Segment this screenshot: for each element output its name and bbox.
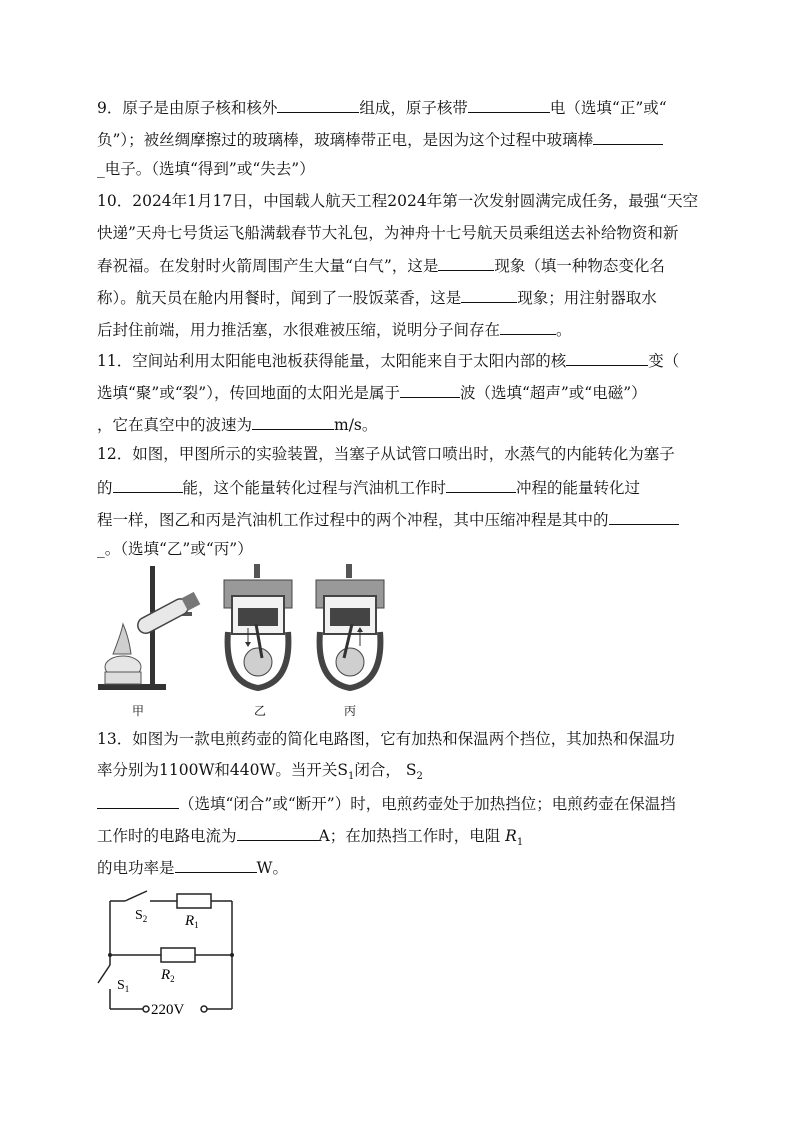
q9-line-2: 负”）；被丝绸摩擦过的玻璃棒，玻璃棒带正电，是因为这个过程中玻璃棒 [97,128,697,150]
q13-line-3: （选填“闭合”或“断开”）时，电煎药壶处于加热挡位；电煎药壶在保温挡 [97,792,697,814]
q10-blank-3[interactable] [500,318,556,335]
q10-line-1: 10．2024年1月17日，中国载人航天工程2024年第一次发射圆满完成任务，最强“天空 [97,192,699,210]
q9-blank-3[interactable] [593,128,663,145]
q10-line-2: 快递”天舟七号货运飞船满载春节大礼包，为神舟十七号航天员乘组送去补给物资和新 [97,224,679,242]
q12-blank-1[interactable] [113,476,183,493]
q9-line-3: _电子。（选填“得到”或“失去”） [97,160,315,178]
engine-stroke-bing-figure [310,562,390,694]
circuit-label-voltage: 220V [151,1002,185,1015]
q13-line-5: 的电功率是 W。 [97,856,697,878]
q12-line-4: _。（选填“乙”或“丙”） [97,540,253,558]
q12-blank-2[interactable] [446,476,516,493]
circuit-label-r2: $R_2$ [161,967,175,984]
q12-blank-3[interactable] [609,508,679,525]
q12-line-2: 的 能，这个能量转化过程与汽油机工作时 冲程的能量转化过 [97,476,697,498]
q12-line-1: 12．如图，甲图所示的实验装置，当塞子从试管口喷出时，水蒸气的内能转化为塞子 [97,445,675,463]
q9-line-1: 9．原子是由原子核和核外 组成，原子核带 电（选填“正”或“ [97,96,697,118]
engine-stroke-yi-figure [218,562,298,694]
q13-line-1: 13．如图为一款电煎药壶的简化电路图，它有加热和保温两个挡位，其加热和保温功 [97,730,675,748]
q11-blank-1[interactable] [566,349,648,366]
caption-bing: 丙 [344,704,357,718]
q10-blank-2[interactable] [461,286,517,303]
q13-line-4: 工作时的电路电流为 A；在加热挡工作时，电阻 $R_1$ [97,824,697,853]
circuit-label-s2: $S_2$ [135,908,148,924]
circuit-label-r1: $R_1$ [185,913,199,930]
q10-line-3: 春祝福。在发射时火箭周围产生大量“白气”，这是 现象（填一种物态变化名 [97,254,697,276]
q12-line-3: 程一样，图乙和丙是汽油机工作过程中的两个冲程，其中压缩冲程是其中的 [97,508,697,530]
q10-line-5: 后封住前端，用力推活塞，水很难被压缩，说明分子间存在 。 [97,318,697,340]
circuit-label-s1: $S_1$ [117,978,130,994]
q13-line-2: 率分别为1100W和440W。当开关$S_1$闭合， $S_2$ [97,761,423,783]
q11-line-1: 11．空间站利用太阳能电池板获得能量，太阳能来自于太阳内部的核 变（ [97,349,697,371]
q11-blank-3[interactable] [252,413,334,430]
q13-blank-1[interactable] [97,792,179,809]
q11-line-2: 选填“聚”或“裂”），传回地面的太阳光是属于 波（选填“超声”或“电磁”） [97,381,697,403]
q9-blank-1[interactable] [277,96,359,113]
q10-line-4: 称）。航天员在舱内用餐时，闻到了一股饭菜香，这是 现象；用注射器取水 [97,286,697,308]
test-tube-apparatus-figure [95,562,210,694]
q11-line-3: ，它在真空中的波速为 m/s。 [97,413,697,435]
caption-jia: 甲 [132,704,145,718]
q11-blank-2[interactable] [400,381,460,398]
q13-blank-2[interactable] [237,824,319,841]
q13-blank-3[interactable] [175,856,257,873]
q9-blank-2[interactable] [468,96,550,113]
circuit-diagram [95,885,245,1015]
caption-yi: 乙 [254,704,267,718]
q10-blank-1[interactable] [438,254,494,271]
